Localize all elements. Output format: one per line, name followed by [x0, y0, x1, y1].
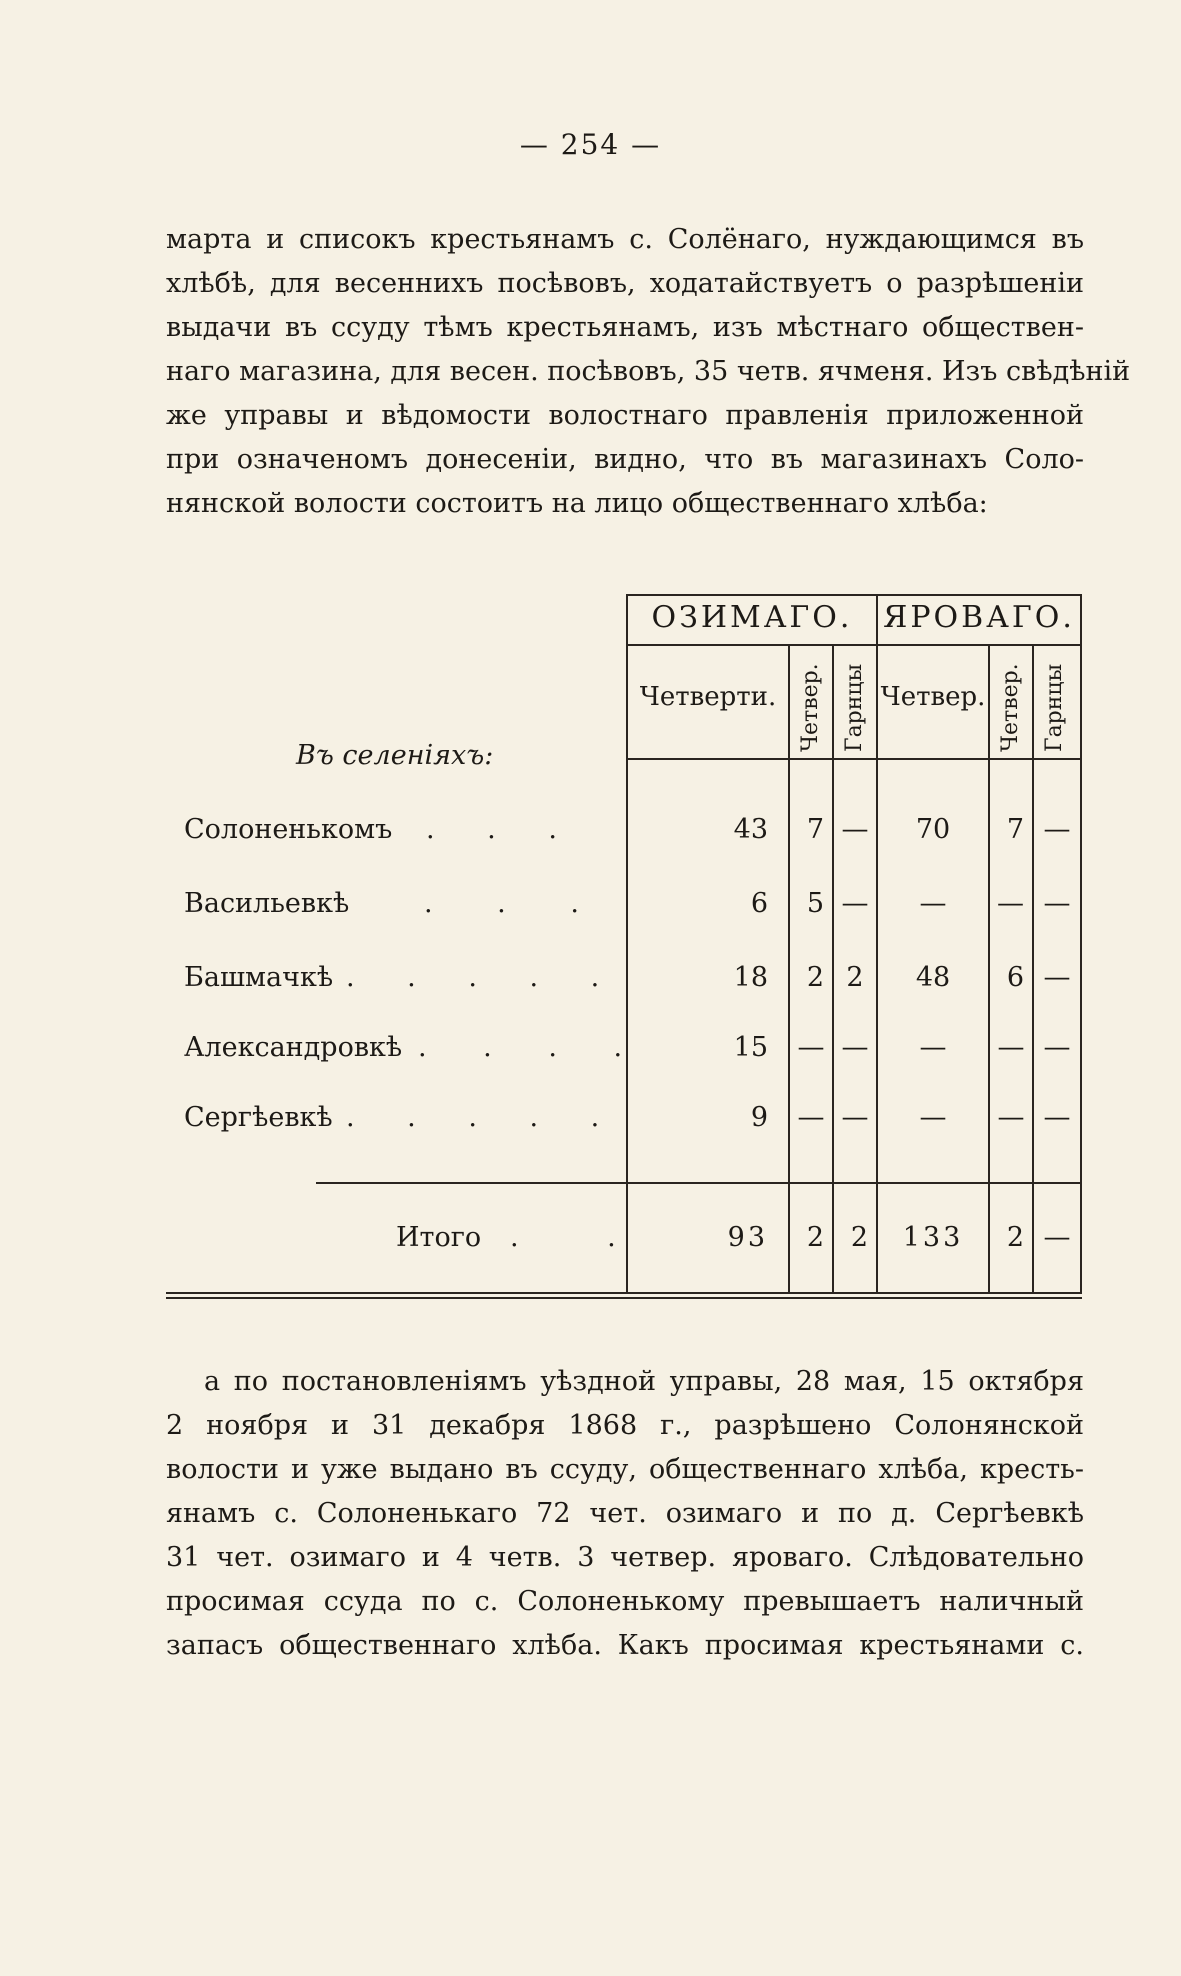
table-bottom-rule: [166, 1292, 1082, 1294]
subheader-chetver-yar-2: Четвер.: [998, 663, 1023, 752]
cell: —: [797, 1102, 825, 1133]
total-cell: —: [1043, 1222, 1071, 1253]
subheader-garntsy-yar: Гарнцы: [1042, 663, 1067, 752]
total-cell: 93: [727, 1222, 768, 1253]
cell: 7: [1006, 814, 1024, 845]
cell: 70: [915, 814, 951, 845]
cell: 9: [750, 1102, 768, 1133]
column-rule: [1080, 594, 1082, 1294]
text-line: же управы и вѣдомости волостнаго правленія приложенной: [166, 400, 1084, 431]
text-line: а по постановленіямъ уѣздной управы, 28 мая, 15 октября: [204, 1366, 1084, 1397]
text-line: наго магазина, для весен. посѣвовъ, 35 четв. ячменя. Изъ свѣдѣній: [166, 356, 1131, 387]
group-header-rule: [626, 644, 1080, 646]
row-name: Васильевкѣ: [184, 888, 350, 919]
cell: —: [797, 1032, 825, 1063]
row-dots: . . .: [426, 814, 579, 845]
text-line: волости и уже выдано въ ссуду, общественнаго хлѣба, кресть-: [166, 1454, 1084, 1485]
section-label: Въ селеніяхъ:: [296, 740, 494, 771]
total-top-rule: [316, 1182, 1082, 1184]
text-line: 2 ноября и 31 декабря 1868 г., разрѣшено Солонянской: [166, 1410, 1084, 1441]
cell: 18: [733, 962, 768, 993]
header-bottom-rule: [626, 758, 1080, 760]
cell: —: [919, 1102, 947, 1133]
row-name: Сергѣевкѣ: [184, 1102, 333, 1133]
row-dots: . . .: [424, 888, 607, 919]
text-line: просимая ссуда по с. Солоненькому превышаетъ наличный: [166, 1586, 1084, 1617]
text-line: выдачи въ ссуду тѣмъ крестьянамъ, изъ мѣстнаго обществен-: [166, 312, 1084, 343]
cell: 6: [750, 888, 768, 919]
paragraph-1: [166, 218, 1131, 526]
text-line: 31 чет. озимаго и 4 четв. 3 четвер. яроваго. Слѣдовательно: [166, 1542, 1084, 1573]
paragraph-2: [166, 1360, 1084, 1668]
cell: —: [841, 888, 869, 919]
text-line: при означеномъ донесеніи, видно, что въ магазинахъ Соло-: [166, 444, 1084, 475]
cell: 15: [733, 1032, 768, 1063]
total-cell: 2: [1006, 1222, 1024, 1253]
cell: —: [1043, 1032, 1071, 1063]
row-dots: . . . . .: [346, 962, 622, 993]
table-bottom-rule-2: [166, 1297, 1082, 1299]
row-name: Башмачкѣ: [184, 962, 334, 993]
cell: —: [1043, 888, 1071, 919]
header-yarovago: ЯРОВАГО.: [883, 600, 1075, 635]
subheader-chetver: Четвер.: [798, 663, 823, 752]
text-line: хлѣбѣ, для весеннихъ посѣвовъ, ходатайствуетъ о разрѣшеніи: [166, 268, 1084, 299]
total-cell: 2: [850, 1222, 868, 1253]
header-ozimago: ОЗИМАГО.: [651, 600, 853, 635]
table-top-rule: [626, 594, 1080, 596]
cell: 48: [915, 962, 951, 993]
row-dots: . . . . .: [346, 1102, 622, 1133]
subheader-garntsy: Гарнцы: [842, 663, 867, 752]
subheader-chetverti: Четверти.: [639, 682, 777, 712]
cell: —: [919, 1032, 947, 1063]
cell: —: [841, 1032, 869, 1063]
cell: —: [841, 1102, 869, 1133]
grain-stock-table: [166, 592, 1082, 1302]
cell: 6: [1006, 962, 1024, 993]
cell: 5: [806, 888, 824, 919]
cell: 2: [846, 962, 864, 993]
row-name: Солоненькомъ: [184, 814, 393, 845]
page-number: — 254 —: [519, 128, 662, 161]
cell: —: [841, 814, 869, 845]
cell: —: [919, 888, 947, 919]
cell: 43: [733, 814, 768, 845]
cell: —: [1043, 814, 1071, 845]
text-line: марта и списокъ крестьянамъ с. Солёнаго, нуждающимся въ: [166, 224, 1084, 255]
subheader-chetver-yar: Четвер.: [880, 682, 986, 712]
total-dots: . .: [510, 1222, 656, 1253]
cell: 7: [806, 814, 824, 845]
cell: —: [1043, 1102, 1071, 1133]
text-line: нянской волости состоитъ на лицо общественнаго хлѣба:: [166, 488, 988, 519]
total-cell: 133: [902, 1222, 964, 1253]
row-name: Александровкѣ: [184, 1032, 403, 1063]
text-line: запасъ общественнаго хлѣба. Какъ просимая крестьянами с.: [166, 1630, 1084, 1661]
total-label: Итого: [396, 1222, 482, 1253]
cell: 2: [806, 962, 824, 993]
cell: —: [1043, 962, 1071, 993]
text-line: янамъ с. Солоненькаго 72 чет. озимаго и по д. Сергѣевкѣ: [166, 1498, 1084, 1529]
cell: —: [997, 888, 1024, 919]
row-dots: . . . .: [418, 1032, 647, 1063]
total-cell: 2: [806, 1222, 824, 1253]
cell: —: [997, 1032, 1025, 1063]
cell: —: [997, 1102, 1025, 1133]
